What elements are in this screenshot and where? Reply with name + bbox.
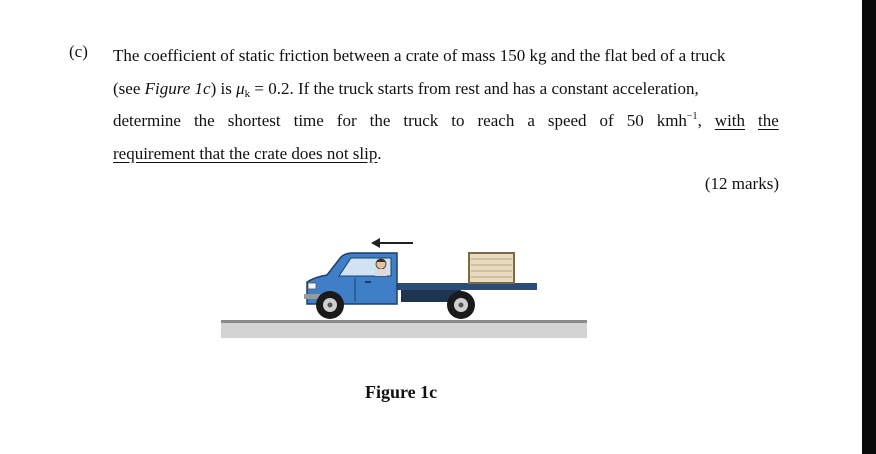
rear-wheel: [447, 291, 475, 319]
ground: [221, 320, 587, 323]
question-line-4: requirement that the crate does not slip.: [113, 144, 382, 164]
question-line-3: determine the shortest time for the truck to reach a speed of 50 kmh$^{-1}$, with the: [113, 105, 779, 138]
front-bumper: [304, 294, 320, 299]
figure-caption: Figure 1c: [365, 382, 438, 402]
mu-subscript: k: [244, 87, 251, 100]
right-edge-bar: [862, 0, 876, 454]
mu-symbol: μ: [236, 78, 245, 98]
flat-bed: [395, 283, 537, 290]
crate: [469, 253, 514, 283]
question-text: [113, 40, 779, 171]
question-label: (c): [69, 42, 88, 61]
question-line-2: (see Figure 1c) is $\mu_k = 0.2$. If the truck starts from rest and has a constant acceleration,: [113, 78, 699, 100]
headlight: [308, 283, 316, 289]
truck-figure: [215, 232, 590, 342]
line-3-word: determine: [113, 111, 181, 131]
question-line-1: The coefficient of static friction between a crate of mass 150 kg and the flat bed of a truck: [113, 46, 726, 65]
front-wheel: [316, 291, 344, 319]
door-handle: [365, 281, 371, 283]
motion-arrow-head: [371, 238, 380, 248]
driver-body: [375, 269, 387, 276]
marks-label: (12 marks): [704, 174, 779, 193]
ground-shadow: [221, 322, 587, 338]
figure-reference: Figure 1c: [144, 78, 211, 98]
